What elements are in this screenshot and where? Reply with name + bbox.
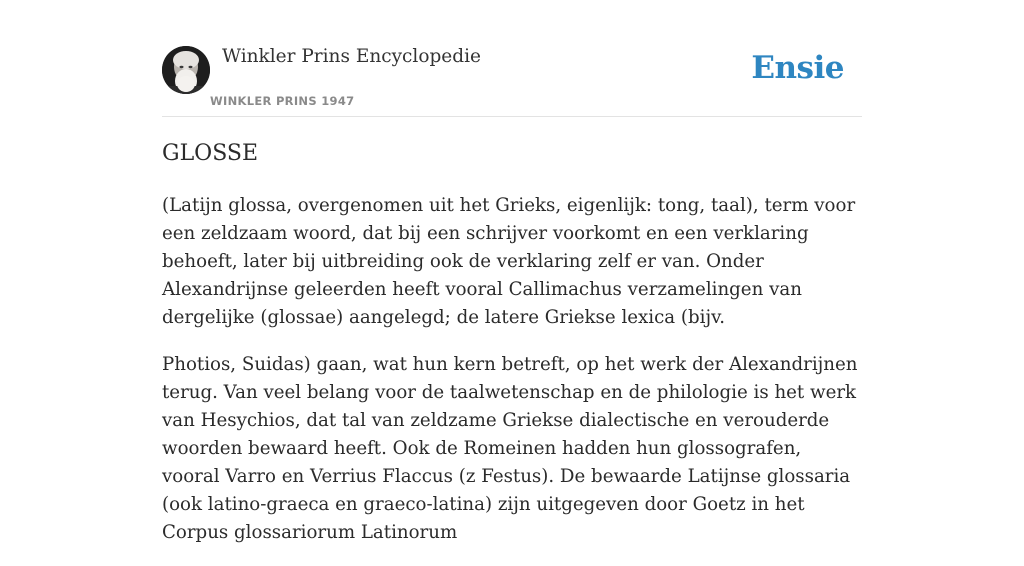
article-headword: GLOSSE <box>162 141 259 166</box>
source-title[interactable]: Winkler Prins Encyclopedie <box>222 46 481 67</box>
source-header <box>162 0 862 117</box>
author-avatar[interactable] <box>162 46 210 94</box>
article-paragraph: (Latijn glossa, overgenomen uit het Grieks, eigenlijk: tong, taal), term voor een zeldzaam woord, dat bij een schrijver voorkomt en een verklaring behoeft, later bij uitbreiding ook de verklaring zelf er van. Onder Alexandrijnse geleerden heeft vooral Callimachus verzamelingen van dergelijke (glossae) aangelegd; de latere Griekse lexica (bijv. <box>162 195 856 328</box>
portrait-image <box>162 46 210 94</box>
article-body <box>162 192 862 566</box>
brand-logo[interactable]: Ensie <box>751 50 844 86</box>
source-subtitle[interactable]: WINKLER PRINS 1947 <box>210 94 355 108</box>
page <box>162 0 862 543</box>
article-paragraph: Photios, Suidas) gaan, wat hun kern betreft, op het werk der Alexandrijnen terug. Van veel belang voor de taalwetenschap en de philologie is het werk van Hesychios, dat tal van zeldzame Griekse dialectische en verouderde woorden bewaard heeft. Ook de Romeinen hadden hun glossografen, vooral Varro en Verrius Flaccus (z Festus). De bewaarde Latijnse glossaria (ook latino-graeca en graeco-latina) zijn uitgegeven door Goetz in het Corpus glossariorum Latinorum <box>162 354 858 543</box>
